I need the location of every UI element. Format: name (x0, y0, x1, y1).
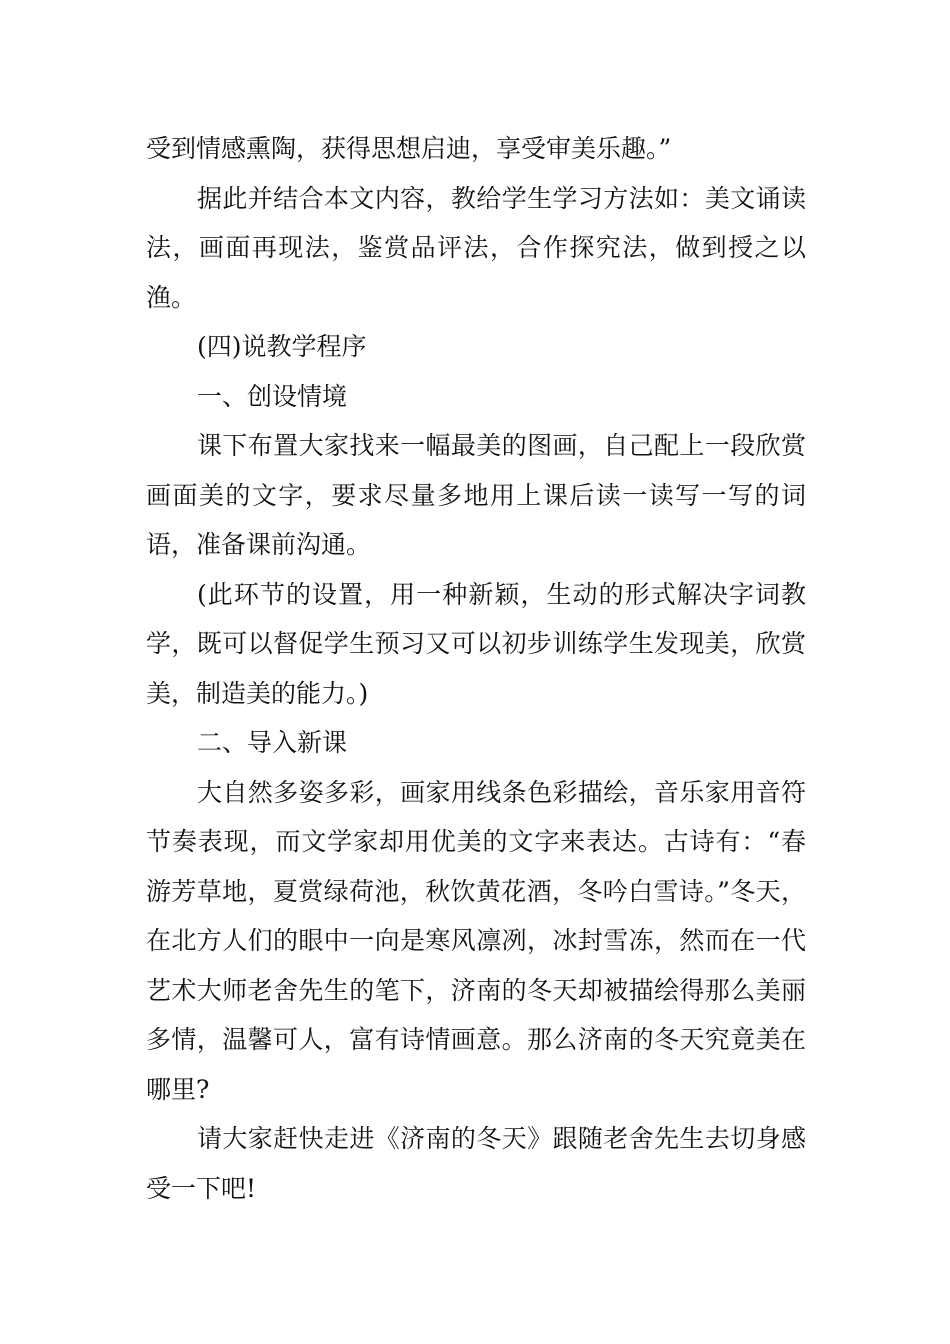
paragraph: (此环节的设置，用一种新颖，生动的形式解决字词教学，既可以督促学生预习又可以初步训练学生发现美，欣赏美，制造美的能力。) (146, 579, 806, 708)
document-body (146, 124, 806, 1213)
subsection-heading: 一、创设情境 (197, 381, 348, 411)
subsection-heading: 二、导入新课 (197, 728, 348, 757)
paragraph: 受到情感熏陶，获得思想启迪，享受审美乐趣。” (146, 134, 672, 163)
paragraph: 课下布置大家找来一幅最美的图画，自己配上一段欣赏画面美的文字，要求尽量多地用上课后读一读写一写的词语，准备课前沟通。 (146, 431, 806, 559)
paragraph: 大自然多姿多彩，画家用线条色彩描绘，音乐家用音符节奏表现，而文学家却用优美的文字来表达。古诗有：“春游芳草地，夏赏绿荷池，秋饮黄花酒，冬吟白雪诗。”冬天，在北方人们的眼中一向是寒风凛冽，冰封雪冻，然而在一代艺术大师老舍先生的笔下，济南的冬天却被描绘得那么美丽多情，温馨可人，富有诗情画意。那么济南的冬天究竟美在哪里? (146, 777, 806, 1104)
paragraph: 请大家赶快走进《济南的冬天》跟随老舍先生去切身感受一下吧! (146, 1124, 806, 1203)
paragraph: 据此并结合本文内容，教给学生学习方法如：美文诵读法，画面再现法，鉴赏品评法，合作探究法，做到授之以渔。 (146, 183, 806, 312)
section-heading: (四)说教学程序 (197, 332, 367, 361)
